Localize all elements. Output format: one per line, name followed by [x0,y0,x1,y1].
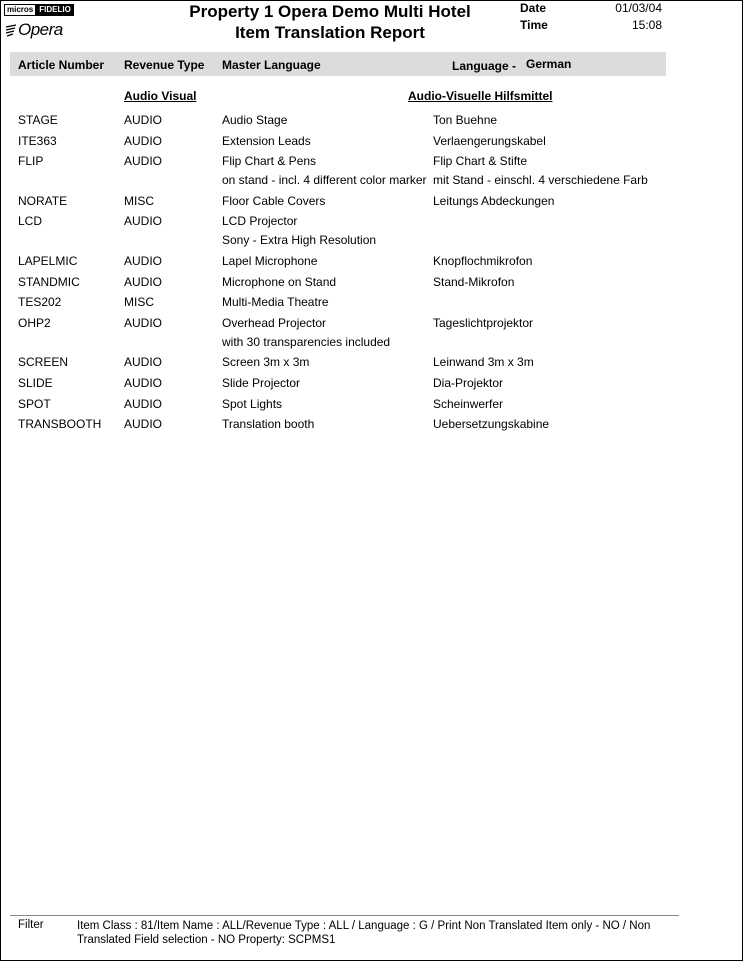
micros-fidelio-logo [4,5,74,15]
master-language-cell: Floor Cable Covers [222,194,326,208]
fidelio-logo-text: FIDELIO [36,4,74,16]
report-subtitle: Item Translation Report [235,23,425,42]
time-value: 15:08 [631,18,662,32]
master-language-cell: LCD Projector [222,214,298,228]
translation-cell: Flip Chart & Stifte [433,154,528,168]
master-language-cell: Microphone on Stand [222,275,337,289]
translation-cell: Scheinwerfer [433,397,504,411]
time-label: Time [520,18,548,32]
article-number-cell: LAPELMIC [18,254,78,268]
revenue-type-cell: MISC [124,295,154,309]
master-language-cell: Multi-Media Theatre [222,295,329,309]
translation-cell: Uebersetzungskabine [433,417,550,431]
translation-cell: Knopflochmikrofon [433,254,533,268]
master-language-cell: with 30 transparencies included [222,335,391,349]
translation-cell: Ton Buehne [433,113,498,127]
master-language-cell: Lapel Microphone [222,254,318,268]
translation-cell: Verlaengerungskabel [433,134,546,148]
article-number-cell: STANDMIC [18,275,80,289]
revenue-type-cell: AUDIO [124,397,163,411]
translation-cell: mit Stand - einschl. 4 verschiedene Farb [433,173,648,187]
article-number-cell: OHP2 [18,316,51,330]
micros-logo-text: micros [4,4,36,16]
master-language-cell: Sony - Extra High Resolution [222,233,377,247]
master-language-cell: Spot Lights [222,397,283,411]
date-label: Date [520,1,547,15]
master-language-cell: Screen 3m x 3m [222,355,310,369]
column-header-language-value: German [526,57,572,71]
footer-divider [10,915,679,916]
article-number-cell: FLIP [18,154,44,168]
translation-cell: Stand-Mikrofon [433,275,515,289]
opera-logo [5,20,63,40]
master-language-cell: Flip Chart & Pens [222,154,317,168]
revenue-type-cell: MISC [124,194,154,208]
article-number-cell: TES202 [18,295,62,309]
translation-cell: Tageslichtprojektor [433,316,534,330]
column-header-master-language: Master Language [222,58,321,72]
revenue-type-cell: AUDIO [124,417,163,431]
column-header-revenue-type: Revenue Type [124,58,205,72]
master-language-cell: Slide Projector [222,376,301,390]
filter-text: Item Class : 81/Item Name : ALL/Revenue Type : ALL / Language : G / Print Non Translated Item only - NO / Non Translated Field selection - NO Property: SCPMS1 [77,920,651,946]
group-heading-master: Audio Visual [124,89,197,103]
opera-swoosh-icon [5,23,17,37]
article-number-cell: SPOT [18,397,51,411]
column-header-article-number: Article Number [18,58,105,72]
master-language-cell: Overhead Projector [222,316,327,330]
revenue-type-cell: AUDIO [124,376,163,390]
article-number-cell: SCREEN [18,355,69,369]
master-language-cell: Audio Stage [222,113,288,127]
master-language-cell: Extension Leads [222,134,311,148]
master-language-cell: on stand - incl. 4 different color marker [222,173,427,187]
revenue-type-cell: AUDIO [124,355,163,369]
article-number-cell: NORATE [18,194,68,208]
master-language-cell: Translation booth [222,417,315,431]
article-number-cell: ITE363 [18,134,57,148]
revenue-type-cell: AUDIO [124,316,163,330]
article-number-cell: TRANSBOOTH [18,417,102,431]
report-title: Property 1 Opera Demo Multi Hotel [189,2,471,21]
article-number-cell: LCD [18,214,43,228]
revenue-type-cell: AUDIO [124,254,163,268]
translation-cell: Leinwand 3m x 3m [433,355,534,369]
revenue-type-cell: AUDIO [124,214,163,228]
article-number-cell: SLIDE [18,376,53,390]
group-heading-translated: Audio-Visuelle Hilfsmittel [408,89,553,103]
column-header-language-label: Language - [452,59,517,73]
filter-label: Filter [18,919,44,931]
article-number-cell: STAGE [18,113,58,127]
revenue-type-cell: AUDIO [124,154,163,168]
translation-cell: Dia-Projektor [433,376,504,390]
revenue-type-cell: AUDIO [124,113,163,127]
translation-cell: Leitungs Abdeckungen [433,194,555,208]
revenue-type-cell: AUDIO [124,134,163,148]
opera-logo-text: Opera [18,20,63,39]
revenue-type-cell: AUDIO [124,275,163,289]
date-value: 01/03/04 [615,1,662,15]
